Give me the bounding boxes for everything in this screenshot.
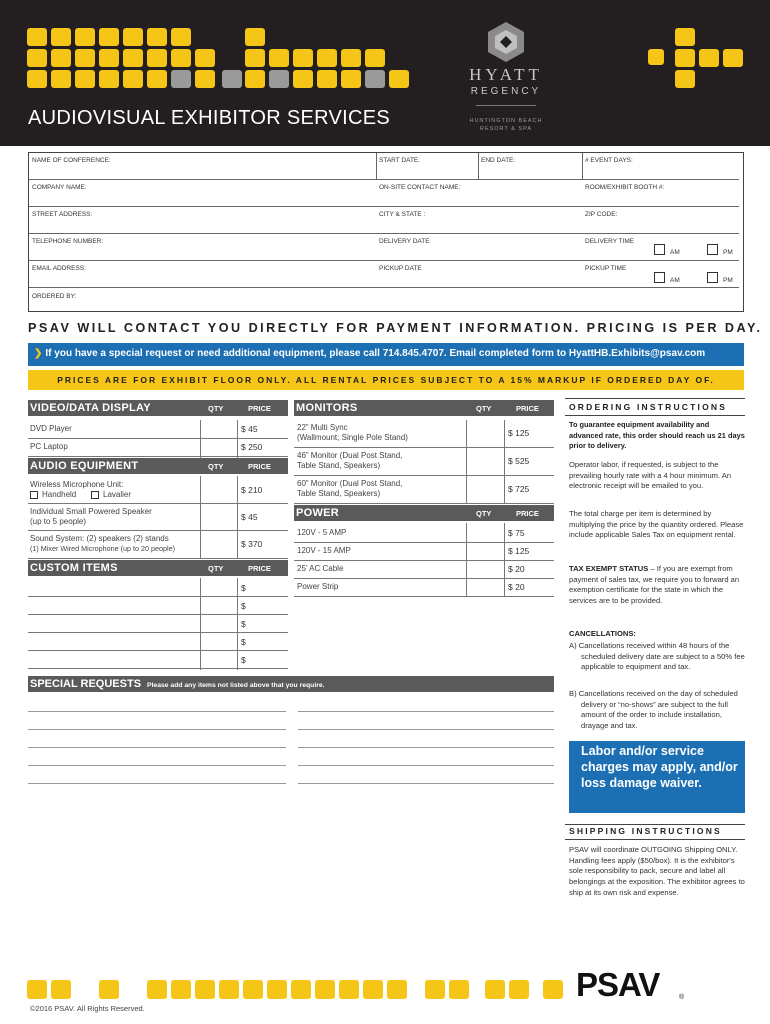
payment-contact-notice: PSAV WILL CONTACT YOU DIRECTLY FOR PAYMENT INFORMATION. PRICING IS PER DAY. [28,321,763,335]
delivery-pm-checkbox[interactable] [707,244,718,255]
pc-laptop-item: PC Laptop [30,442,68,451]
monitor-46-price: $ 525 [508,456,530,466]
price-header: PRICE [516,509,539,518]
special-request-text: If you have a special request or need additional equipment, please call 714.845.4707. Email completed form to HyattHB.Exhibits@psav.com [45,348,706,359]
cancel-b-text: B) Cancellations received on the day of scheduled delivery or “no-shows” are subject to the full amount of the order to include installation, drayage and tax. [569,689,738,731]
form-title: AUDIOVISUAL EXHIBITOR SERVICES [28,107,391,129]
small-speaker-item: Individual Small Powered Speaker [30,507,152,516]
delivery-date-label: DELIVERY DATE [379,238,430,245]
pc-laptop-price: $ 250 [241,442,263,452]
special-request-line[interactable] [298,729,554,730]
monitor-60-price: $ 725 [508,484,530,494]
pickup-date-label: PICKUP DATE [379,265,422,272]
custom-price-2: $ [241,601,246,611]
power-strip-price: $ 20 [508,582,525,592]
delivery-pm-label: PM [723,249,733,256]
psav-logo: PSAV [576,966,660,1003]
telephone-label: TELEPHONE NUMBER: [32,238,104,245]
price-header: PRICE [516,404,539,413]
special-request-line[interactable] [298,765,554,766]
tax-exempt-body: – If you are exempt from payment of sales tax, we require you to forward an exemption certificate for the state in which the services are to be provided. [569,564,740,606]
sound-system-detail: (1) Mixer Wired Microphone (up to 20 people) [30,544,176,553]
monitor-22-price: $ 125 [508,428,530,438]
custom-item-line[interactable] [28,614,288,615]
special-request-line[interactable] [298,711,554,712]
qty-header: QTY [476,509,492,518]
hyatt-logo-icon [488,22,524,62]
qty-header: QTY [208,564,224,573]
company-label: COMPANY NAME: [32,184,87,191]
email-label: EMAIL ADDRESS: [32,265,86,272]
monitor-46-detail: Table Stand, Speakers) [297,461,381,470]
header-banner [0,0,770,146]
handheld-label: Handheld [42,490,77,499]
telephone-field[interactable] [29,260,739,261]
tax-exempt-text [569,564,745,607]
cancellations-label: CANCELLATIONS: [569,629,636,638]
power-15amp-price: $ 125 [508,546,530,556]
special-requests-title: SPECIAL REQUESTS [30,678,142,690]
wireless-mic-item: Wireless Microphone Unit: [30,480,124,489]
pickup-pm-checkbox[interactable] [707,272,718,283]
power-15amp-item: 120V - 15 AMP [297,546,351,555]
pickup-pm-label: PM [723,277,733,284]
audio-section-title: AUDIO EQUIPMENT [30,460,139,472]
custom-price-5: $ [241,655,246,665]
small-speaker-price: $ 45 [241,512,258,522]
cancel-a-text: A) Cancellations received within 48 hours of the scheduled delivery date are subject to a 50% fee applicable to equipment and tax. [569,641,745,672]
tax-exempt-label: TAX EXEMPT STATUS [569,564,649,573]
shipping-instructions-title: SHIPPING INSTRUCTIONS [569,826,722,836]
registered-mark: ® [679,994,685,1001]
special-request-line[interactable] [298,783,554,784]
exhibitor-info-form [28,152,744,312]
special-request-line[interactable] [28,783,286,784]
ordering-instructions-title: ORDERING INSTRUCTIONS [569,402,728,412]
price-header: PRICE [248,564,271,573]
pickup-time-label: PICKUP TIME [585,265,627,272]
video-section-header [28,400,288,416]
dvd-player-item: DVD Player [30,424,72,433]
special-request-line[interactable] [28,747,286,748]
delivery-time-label: DELIVERY TIME [585,238,635,245]
lavalier-checkbox[interactable] [91,491,99,499]
operator-labor-text: Operator labor, if requested, is subject to the prevailing hourly rate with a 4 hour minimum. An electronic receipt will be emailed to you. [569,460,732,491]
power-section-title: POWER [296,507,340,519]
custom-price-3: $ [241,619,246,629]
qty-header: QTY [208,404,224,413]
delivery-am-checkbox[interactable] [654,244,665,255]
city-state-label: CITY & STATE : [379,211,426,218]
special-request-line[interactable] [28,711,286,712]
guarantee-text: To guarantee equipment availability and advanced rate, this order should reach us 21 days prior to delivery. [569,420,745,451]
price-header: PRICE [248,462,271,471]
power-5amp-price: $ 75 [508,528,525,538]
end-date-label: END DATE: [481,157,516,164]
video-section-title: VIDEO/DATA DISPLAY [30,402,151,414]
custom-section-title: CUSTOM ITEMS [30,562,118,574]
chevron-right-icon: ❯ [34,348,43,359]
markup-banner: PRICES ARE FOR EXHIBIT FLOOR ONLY. ALL RENTAL PRICES SUBJECT TO A 15% MARKUP IF ORDERED DAY OF. [28,370,744,390]
address-field[interactable] [29,233,739,234]
custom-item-line[interactable] [28,650,288,651]
custom-price-4: $ [241,637,246,647]
custom-price-1: $ [241,583,246,593]
booth-label: ROOM/EXHIBIT BOOTH #: [585,184,665,191]
lavalier-label: Lavalier [103,490,132,499]
power-strip-item: Power Strip [297,582,339,591]
company-field[interactable] [29,206,739,207]
custom-section-header [28,560,288,576]
monitors-section-title: MONITORS [296,402,358,414]
audio-section-header [28,458,288,474]
logo-divider [476,105,536,106]
custom-item-line[interactable] [28,596,288,597]
power-5amp-item: 120V - 5 AMP [297,528,347,537]
onsite-contact-label: ON-SITE CONTACT NAME: [379,184,461,191]
small-speaker-capacity: (up to 5 people) [30,517,87,526]
copyright-text: ©2016 PSAV. All Rights Reserved. [30,1004,145,1013]
special-request-line[interactable] [298,747,554,748]
special-request-line[interactable] [28,729,286,730]
handheld-checkbox[interactable] [30,491,38,499]
street-label: STREET ADDRESS: [32,211,93,218]
ordered-by-label: ORDERED BY: [32,293,77,300]
special-request-banner [28,343,744,366]
qty-header: QTY [208,462,224,471]
start-date-label: START DATE: [379,157,421,164]
conference-label: NAME OF CONFERENCE: [32,157,111,164]
zip-label: ZIP CODE: [585,211,618,218]
hyatt-logo-text: HYATT [469,65,543,84]
event-days-label: # EVENT DAYS: [585,157,633,164]
pickup-am-checkbox[interactable] [654,272,665,283]
ac-cable-price: $ 20 [508,564,525,574]
shipping-text: PSAV will coordinate OUTGOING Shipping ONLY. Handling fees apply ($50/box). It is the exhibitor's sole responsibility to pack, secure and label all belongings at the exposition. The exhibitor agrees to ship at its own risk and expense. [569,845,745,897]
conference-field[interactable] [29,179,739,180]
special-requests-note: Please add any items not listed above that you require. [147,682,325,689]
monitors-section-header [294,400,554,416]
monitor-46-item: 46” Monitor (Dual Post Stand, [297,451,403,460]
labor-charges-notice: Labor and/or service charges may apply, and/or loss damage waiver. [569,741,745,813]
pickup-am-label: AM [670,277,680,284]
wireless-mic-price: $ 210 [241,485,263,495]
special-request-line[interactable] [28,765,286,766]
price-header: PRICE [248,404,271,413]
monitor-60-detail: Table Stand, Speakers) [297,489,381,498]
qty-header: QTY [476,404,492,413]
custom-item-line[interactable] [28,632,288,633]
monitor-60-item: 60” Monitor (Dual Post Stand, [297,479,403,488]
ac-cable-item: 25’ AC Cable [297,564,344,573]
custom-item-line[interactable] [28,668,288,669]
monitor-22-item: 22” Multi Sync [297,423,348,432]
regency-logo-text: REGENCY [470,86,542,97]
monitor-22-detail: (Wallmount; Single Pole Stand) [297,433,408,442]
sound-system-price: $ 370 [241,539,263,549]
delivery-am-label: AM [670,249,680,256]
total-charge-text: The total charge per item is determined by multiplying the price by the quantity ordered. Please include applicable Sales Tax on equipment rental. [569,509,744,540]
email-field[interactable] [29,287,739,288]
power-section-header [294,505,554,521]
sound-system-item: Sound System: (2) speakers (2) stands [30,534,169,543]
hotel-location: HUNTINGTON BEACH RESORT & SPA [469,118,543,132]
dvd-player-price: $ 45 [241,424,258,434]
